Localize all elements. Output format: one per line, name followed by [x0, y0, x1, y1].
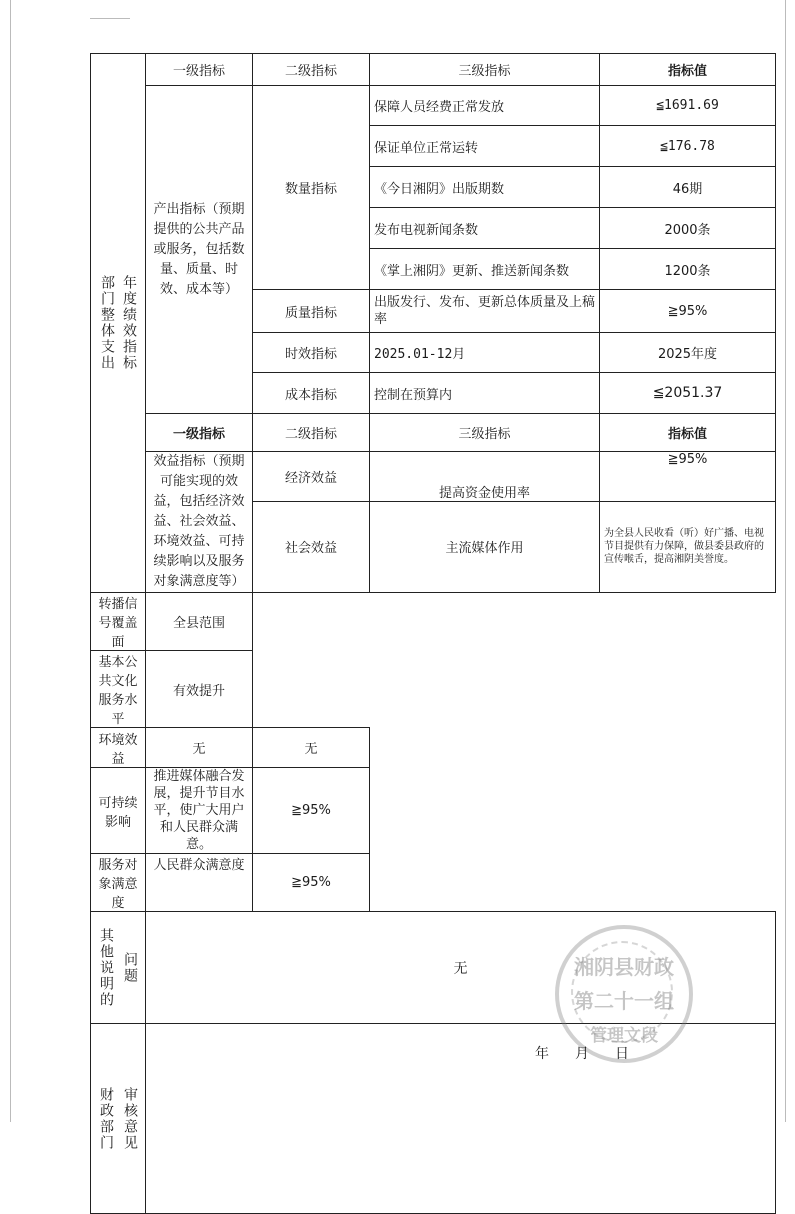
row-name: 提高资金使用率 [370, 452, 600, 502]
row-name: 《掌上湘阴》更新、推送新闻条数 [370, 249, 600, 290]
row-value: 无 [253, 728, 370, 768]
row-name: 无 [146, 728, 253, 768]
row-name: 转播信号覆盖面 [91, 593, 146, 651]
review-content [146, 1024, 776, 1214]
row-value: ≧95% [600, 290, 776, 333]
social-indicator: 社会效益 [253, 501, 370, 592]
row-name: 基本公共文化服务水平 [91, 651, 146, 728]
row-value: ≧95% [600, 452, 776, 502]
review-label [91, 1024, 146, 1214]
dept-total-label: 部门整体支出 [99, 275, 115, 371]
seal-line3: 管理文段 [590, 1026, 658, 1046]
timeliness-indicator: 时效指标 [253, 333, 370, 373]
row-value: ≦2051.37 [600, 373, 776, 414]
quality-indicator: 质量指标 [253, 290, 370, 333]
row-value: ≧95% [253, 768, 370, 854]
satisfaction-indicator: 服务对象满意度 [91, 854, 146, 912]
other-label-b: 问题 [122, 951, 138, 984]
date-month: 月 [575, 1046, 589, 1062]
economic-indicator: 经济效益 [253, 452, 370, 502]
row-value: 2000条 [600, 208, 776, 249]
sustainable-indicator: 可持续影响 [91, 768, 146, 854]
header-level2-b: 二级指标 [253, 414, 370, 452]
header-value: 指标值 [600, 54, 776, 86]
row-value: 为全县人民收看（听）好广播、电视节目提供有力保障，做县委县政府的宣传喉舌，提高湘阴美誉度。 [600, 501, 776, 592]
row-name: 出版发行、发布、更新总体质量及上稿率 [370, 290, 600, 333]
row-value: ≦176.78 [600, 126, 776, 167]
row-value: 46期 [600, 167, 776, 208]
other-notes-value: 无 [146, 912, 776, 1024]
row-name: 人民群众满意度 [146, 854, 253, 912]
annual-label [91, 54, 146, 593]
row-name: 推进媒体融合发展，提升节目水平，使广大用户和人民群众满意。 [146, 768, 253, 854]
row-value: ≦1691.69 [600, 86, 776, 126]
header-level3-b: 三级指标 [370, 414, 600, 452]
row-name: 保障人员经费正常发放 [370, 86, 600, 126]
review-label-a: 财政部门 [98, 1086, 114, 1151]
header-value-b: 指标值 [600, 414, 776, 452]
other-label-a: 其他说明的 [98, 927, 114, 1008]
cost-indicator: 成本指标 [253, 373, 370, 414]
row-name: 保证单位正常运转 [370, 126, 600, 167]
output-category: 产出指标（预期提供的公共产品或服务，包括数量、质量、时效、成本等） [146, 86, 253, 414]
seal-line1: 湘阴县财政 [574, 955, 674, 979]
row-name: 控制在预算内 [370, 373, 600, 414]
header-level3: 三级指标 [370, 54, 600, 86]
header-level1: 一级指标 [146, 54, 253, 86]
scan-line-right [785, 0, 786, 1122]
row-value: 2025年度 [600, 333, 776, 373]
date-day: 日 [615, 1046, 629, 1062]
quantity-indicator: 数量指标 [253, 86, 370, 290]
row-value: ≧95% [253, 854, 370, 912]
row-name: 主流媒体作用 [370, 501, 600, 592]
row-value: 全县范围 [146, 593, 253, 651]
date-year: 年 [535, 1046, 549, 1062]
header-level1-b: 一级指标 [146, 414, 253, 452]
row-value: 1200条 [600, 249, 776, 290]
row-name: 《今日湘阴》出版期数 [370, 167, 600, 208]
row-name: 发布电视新闻条数 [370, 208, 600, 249]
scan-line-top [90, 18, 130, 19]
annual-goal-label: 年度绩效指标 [121, 275, 137, 371]
review-label-b: 审核意见 [122, 1086, 138, 1151]
benefit-category: 效益指标（预期可能实现的效益，包括经济效益、社会效益、环境效益、可持续影响以及服务对象满意度等） [146, 452, 253, 593]
row-name: 2025.01-12月 [370, 333, 600, 373]
other-notes-label [91, 912, 146, 1024]
row-value: 有效提升 [146, 651, 253, 728]
seal-line2: 第二十一组 [574, 989, 674, 1013]
scan-line-left [10, 0, 11, 1122]
environmental-indicator: 环境效益 [91, 728, 146, 768]
header-level2: 二级指标 [253, 54, 370, 86]
